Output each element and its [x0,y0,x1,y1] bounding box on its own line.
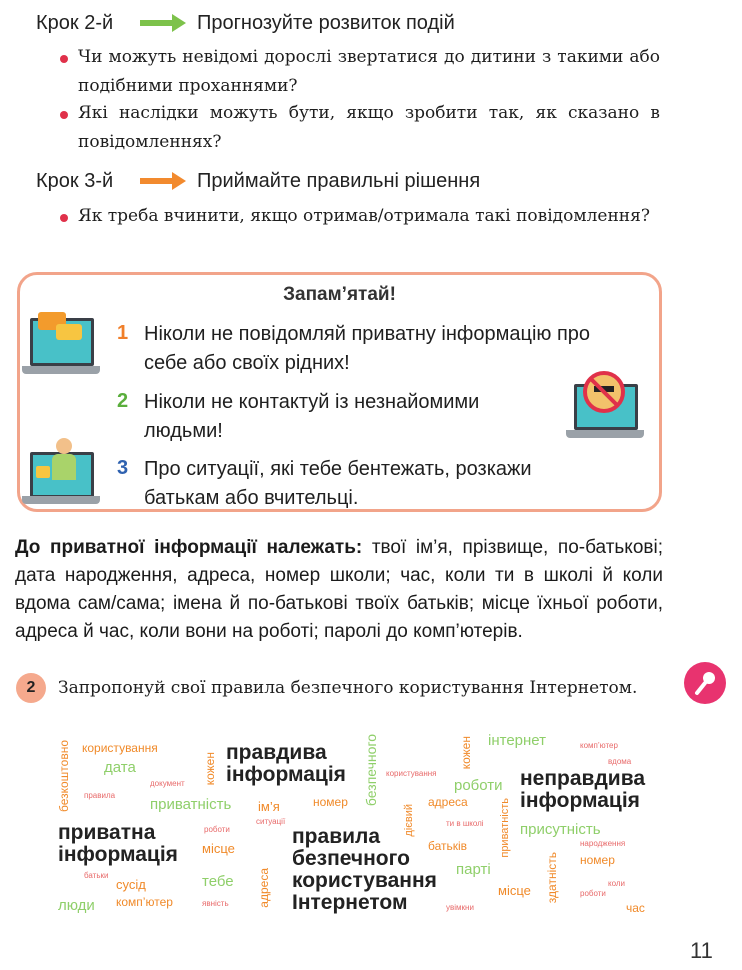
task-number-badge: 2 [16,673,46,703]
rule-number-1: 1 [117,322,129,344]
cloud-word: приватність [150,796,232,813]
cloud-word: тебе [202,873,234,890]
step2-label: Крок 2-й [36,12,114,34]
cloud-word: вдома [608,757,632,766]
rule-text-2: Ніколи не контактуй із незнайомими людьми! [144,391,480,442]
cloud-word: ситуації [256,817,286,826]
cloud-word: присутність [520,821,601,838]
step2-row [36,12,113,35]
step2-bullet-2: Які наслідки можуть бути, якщо зробити так, як сказано в повідомленнях? [78,103,660,152]
cloud-word: правила [84,791,116,800]
bullet-icon [60,111,68,119]
step3-label: Крок 3-й [36,170,114,192]
cloud-word: кожен [203,752,217,786]
cloud-word: роботи [580,889,606,898]
cloud-word: парті [456,861,491,878]
cloud-word: кожен [459,736,473,770]
private-info-lead: До приватної інформації належать: [15,537,363,558]
cloud-word: дієвий [403,804,415,837]
rule-text-1: Ніколи не повідомляй приватну інформацію про себе або своїх рідних! [144,323,591,374]
step2-bullet-1: Чи можуть невідомі дорослі звертатися до дитини з такими або подібними проханнями? [78,47,660,96]
cloud-word-nepravdyva: неправдива інформація [520,767,646,812]
cloud-word: батьки [84,871,109,880]
cloud-word: документ [150,779,185,788]
cloud-word: ім’я [258,799,280,814]
cloud-word: коли [608,879,625,888]
chat-laptop-icon [22,312,102,378]
cloud-word: люди [58,897,95,914]
cloud-word: увімкни [446,903,474,912]
cloud-word: явність [202,899,229,908]
cloud-word: користування [386,769,437,778]
remember-title: Запам’ятай! [283,284,396,305]
cloud-word: ти в школі [446,819,484,828]
bullet-icon [60,214,68,222]
cloud-word: роботи [454,777,503,794]
cloud-word: безкоштовно [57,740,71,813]
cloud-word: комп’ютер [116,895,173,909]
cloud-word: приватність [499,798,511,858]
cloud-word: дата [104,759,136,776]
step3-arrow-icon [138,170,188,192]
cloud-word: безпечного [363,734,379,807]
cloud-word-pryvatna: приватна інформація [58,821,178,866]
task-text: Запропонуй свої правила безпечного користування Інтернетом. [58,678,638,698]
cloud-word: батьків [428,839,468,853]
cloud-word: народження [580,839,626,848]
cloud-word-pravyla: правила безпечного користування Інтернетом [292,825,437,914]
step2-arrow-icon [138,12,188,34]
step3-text: Приймайте правильні рішення [197,170,481,192]
person-lock-laptop-icon [22,434,102,506]
cloud-word: сусід [116,877,146,892]
private-info-text: твої ім’я, прізвище, по-батькові; дата народження, адреса, номер школи; час, коли ти в школі й коли вдома сам/сама; імена й по-батькові твоїх батьків; місце їхньої роботи, адреса й час, коли вони на роботі; паролі до комп’ютерів. [15,537,663,642]
cloud-word: адреса [257,868,271,908]
cloud-word: користування [82,741,158,755]
cloud-word: місце [498,883,531,898]
cloud-word: адреса [428,795,468,809]
step3-bullet-1: Як треба вчинити, якщо отримав/отримала такі повідомлення? [78,206,650,226]
cloud-word: номер [580,853,615,867]
stranger-forbidden-laptop-icon [566,370,646,442]
rule-number-2: 2 [117,390,129,412]
bullet-icon [60,55,68,63]
step2-text: Прогнозуйте розвиток подій [197,12,455,34]
rule-text-3: Про ситуації, які тебе бентежать, розкажи батькам або вчительці. [144,458,532,509]
page-number: 11 [690,938,713,963]
cloud-word: роботи [204,825,230,834]
private-info-paragraph [15,534,663,646]
microphone-icon[interactable] [684,662,726,704]
cloud-word: час [626,901,645,915]
cloud-word-pravdyva: правдива інформація [226,741,346,786]
cloud-word: місце [202,841,235,856]
cloud-word: інтернет [488,732,547,749]
cloud-word: комп’ютер [580,741,618,750]
cloud-word: номер [313,795,348,809]
cloud-word: здатність [545,852,559,904]
rule-number-3: 3 [117,457,129,479]
